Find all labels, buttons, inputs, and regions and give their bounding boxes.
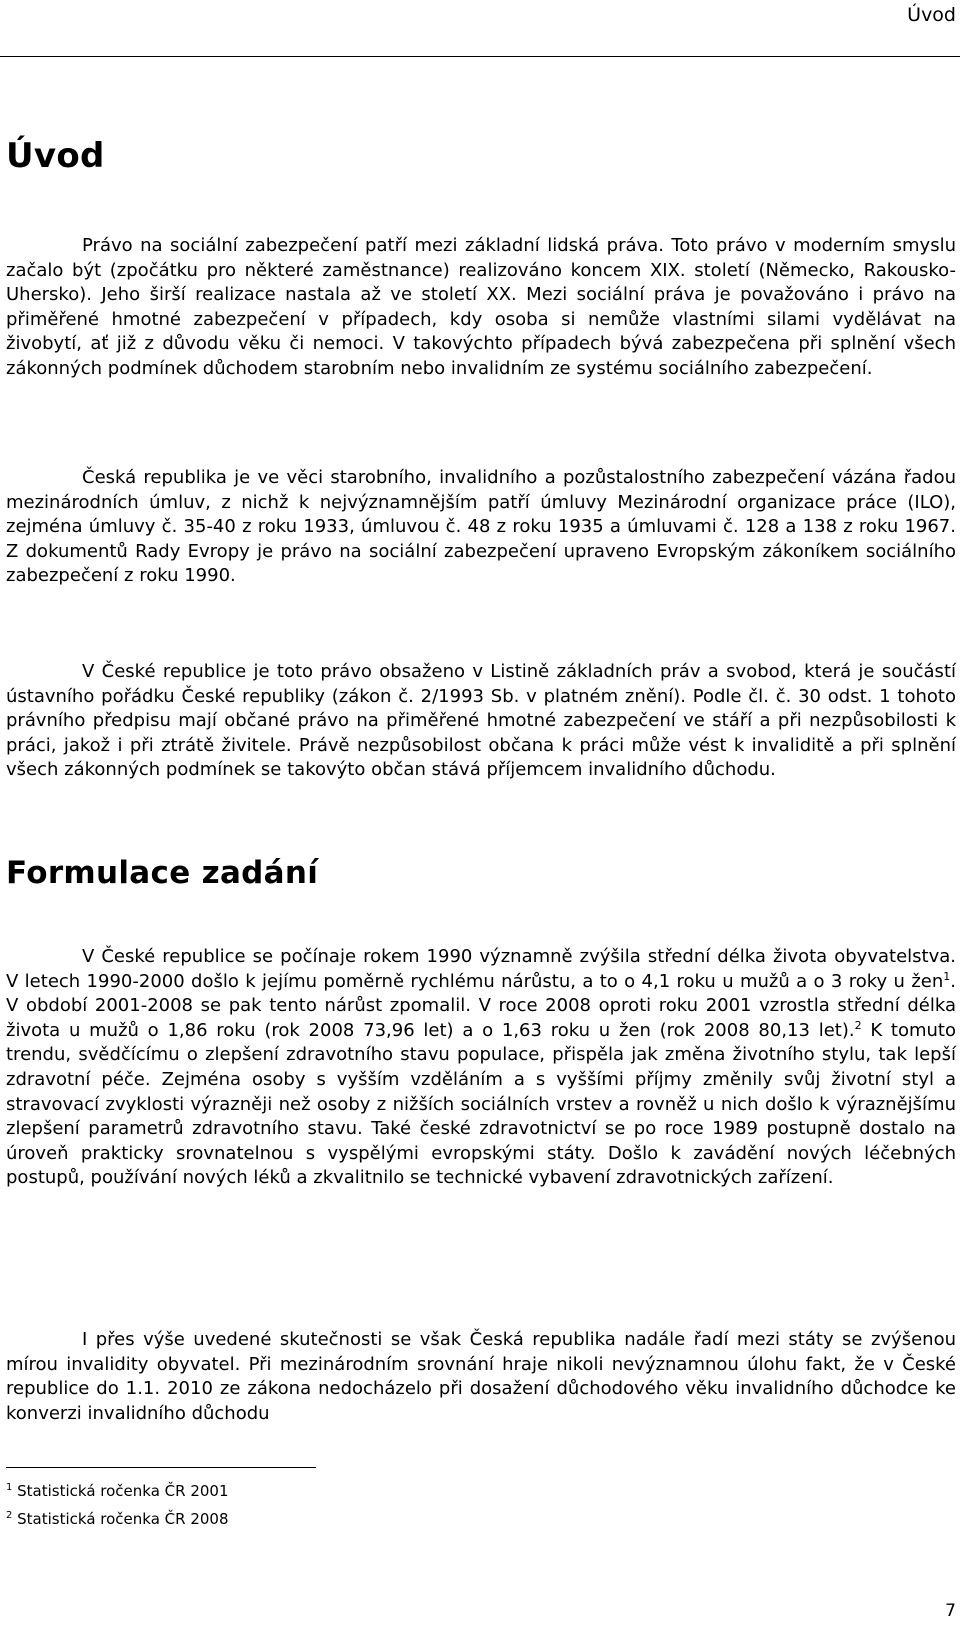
paragraph-text: K tomuto trendu, svědčícímu o zlepšení zdravotního stavu populace, přispěla jak změna životního stylu, tak lepší zdravotní péče. Zejména osoby s vyšším vzděláním a s vyššími příjmy změnily svůj životní styl a stravovací zvyklosti výrazněji než osoby z nižších sociálních vrstev a rovněž u nich došlo k výraznějšímu zlepšení parametrů zdravotního stavu. Také české zdravotnictví se po roce 1989 postupně dostalo na úroveň prakticky srovnatelnou s vyspělými evropskými státy. Došlo k zavádění nových léčebných postupů, používání nových léků a zkvalitnilo se technické vybavení zdravotnických zařízení. [6, 1019, 956, 1189]
header-divider [0, 56, 960, 57]
paragraph [6, 945, 956, 1191]
paragraph-text: V České republice se počínaje rokem 1990 významně zvýšila střední délka života obyvatelstva. V letech 1990-2000 došlo k jejímu poměrně rychlému nárůstu, a to o 4,1 roku u mužů a o 3 roky u žen [6, 946, 956, 992]
paragraph: Právo na sociální zabezpečení patří mezi základní lidská práva. Toto právo v moderním smyslu začalo být (zpočátku pro některé zaměstnance) realizováno koncem XIX. století (Německo, Rakousko-Uhersko). Jeho širší realizace nastala až ve století XX. Mezi sociální práva je považováno i právo na přiměřené hmotné zabezpečení v případech, kdy osoba si nemůže vlastními silami vydělávat na živobytí, ať již z důvodu věku či nemoci. V takovýchto případech bývá zabezpečena při splnění všech zákonných podmínek důchodem starobním nebo invalidním ze systému sociálního zabezpečení. [6, 235, 956, 379]
footnote [6, 1482, 229, 1500]
paragraph: I přes výše uvedené skutečnosti se však Česká republika nadále řadí mezi státy se zvýšenou mírou invalidity obyvatel. Při mezinárodním srovnání hraje nikoli nevýznamnou úlohu fakt, že v České republice do 1.1. 2010 ze zákona nedocházelo při dosažení důchodového věku invalidního důchodce ke konverzi invalidního důchodu [6, 1329, 956, 1424]
running-header: Úvod [907, 4, 956, 26]
footnote-divider [6, 1467, 316, 1468]
paragraph: V České republice je toto právo obsaženo v Listině základních práv a svobod, která je součástí ústavního pořádku České republiky (zákon č. 2/1993 Sb. v platném znění). Podle čl. č. 30 odst. 1 tohoto právního předpisu mají občané právo na přiměřené hmotné zabezpečení ve stáří a při nezpůsobilosti k práci, jakož i při ztrátě živitele. Právě nezpůsobilost občana k práci může vést k invaliditě a při splnění všech zákonných podmínek se takovýto občan stává příjemcem invalidního důchodu. [6, 661, 956, 781]
section-title-uvod: Úvod [6, 136, 105, 176]
footnote-text: Statistická ročenka ČR 2008 [17, 1510, 229, 1528]
paragraph-text: . V období 2001-2008 se pak tento nárůst zpomalil. V roce 2008 oproti roku 2001 vzrostla střední délka života u mužů o 1,86 roku (rok 2008 73,96 let) a o 1,63 roku u žen (rok 2008 80,13 let). [6, 970, 956, 1041]
footnote-reference[interactable]: 2 [854, 1018, 862, 1032]
section-title-formulace-zadani: Formulace zadání [6, 855, 319, 891]
paragraph: Česká republika je ve věci starobního, invalidního a pozůstalostního zabezpečení vázána řadou mezinárodních úmluv, z nichž k nejvýznamnějším patří úmluvy Mezinárodní organizace práce (ILO), zejména úmluvy č. 35-40 z roku 1933, úmluvou č. 48 z roku 1935 a úmluvami č. 128 a 138 z roku 1967. Z dokumentů Rady Evropy je právo na sociální zabezpečení upraveno Evropským zákoníkem sociálního zabezpečení z roku 1990. [6, 467, 956, 587]
footnote-text: Statistická ročenka ČR 2001 [17, 1482, 229, 1500]
footnote-mark: 1 [6, 1482, 13, 1493]
footnote-mark: 2 [6, 1510, 13, 1521]
footnote [6, 1510, 229, 1528]
footnote-reference[interactable]: 1 [943, 969, 951, 983]
page-number: 7 [945, 1601, 956, 1621]
